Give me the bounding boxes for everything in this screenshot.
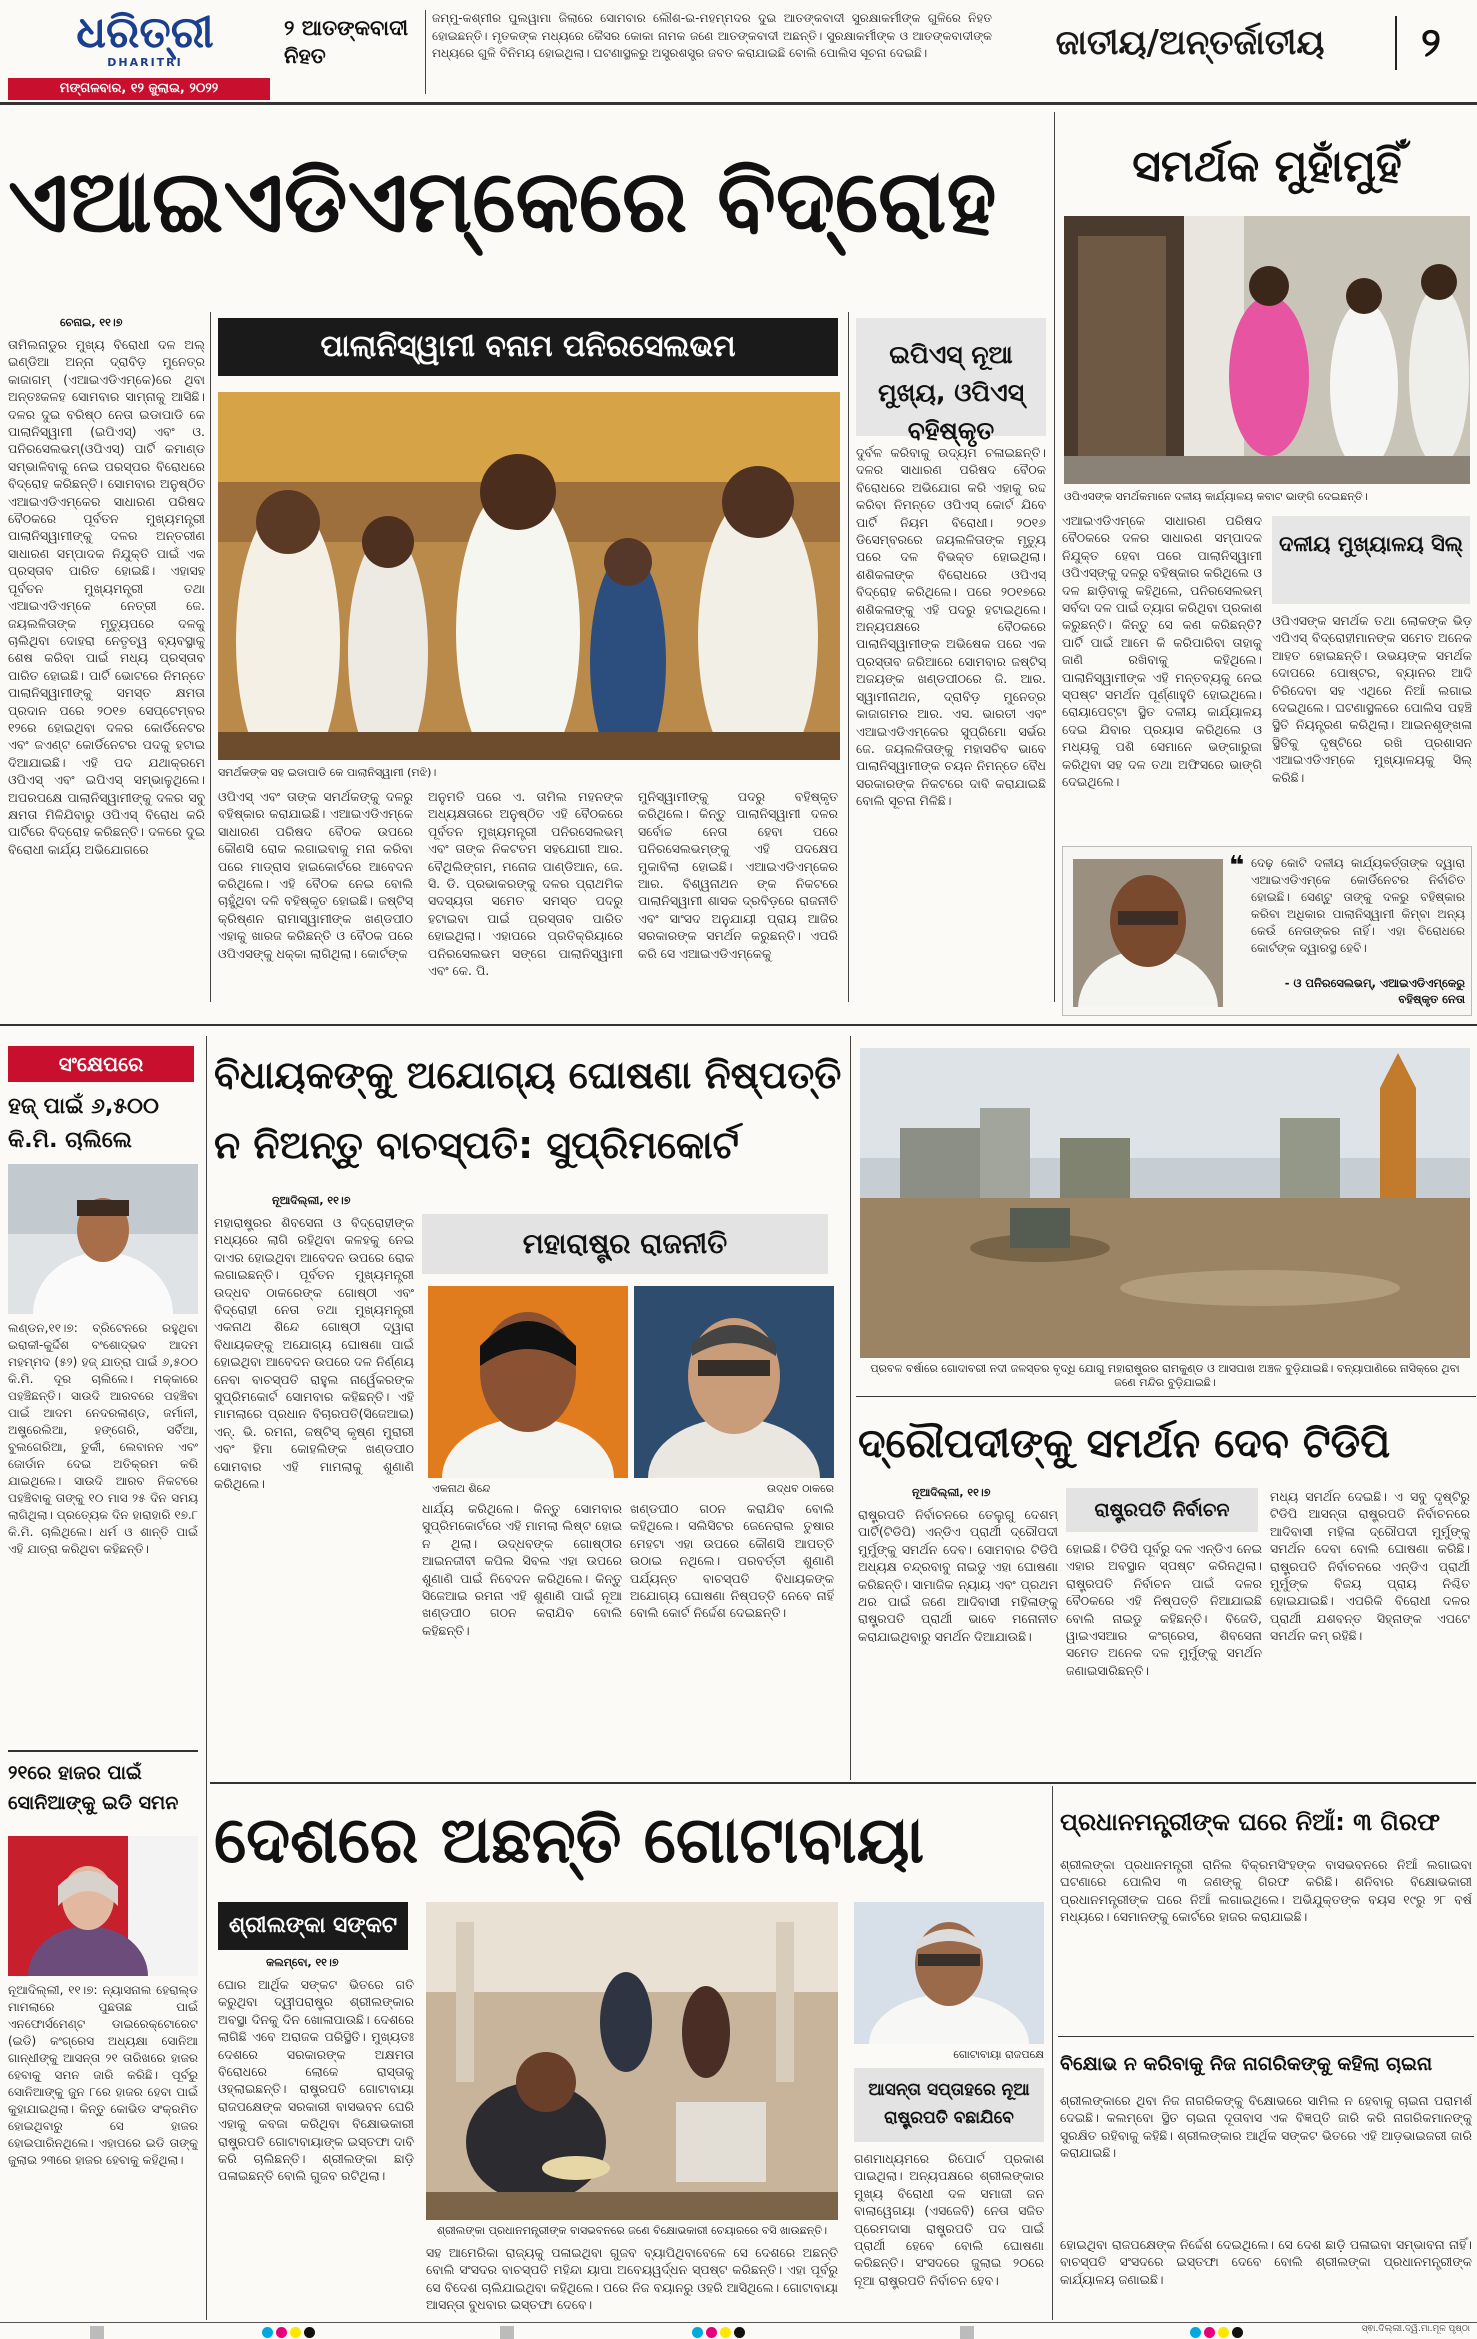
brief-item1-photo — [8, 1164, 198, 1314]
sc-headline-line2: ନ ନିଅନ୍ତୁ ବାଚସ୍ପତି: ସୁପ୍ରିମକୋର୍ଟ — [214, 1123, 739, 1167]
quote-text: ଦେଢ଼ କୋଟି ଦଳୀୟ କାର୍ଯ୍ୟକର୍ତ୍ତାଙ୍କ ଦ୍ୱାରା ଏଆଇଏଡିଏମ୍‌କେ କୋର୍ଡିନେଟର ନିର୍ବାଚିତ ହୋଇଛି। ସେଣ୍ଟୁ ତାଙ୍କୁ ଦଳରୁ ବହିଷ୍କାର କରିବା ଅଧିକାର ପାଲାନିସ୍ୱାମୀ କିମ୍ବା ଅନ୍ୟ କେଉଁ ନେତାଙ୍କର ନାହିଁ। ଏହା ବିରୋଧରେ କୋର୍ଟଙ୍କ ଦ୍ୱାରସ୍ଥ ହେବି। — [1251, 856, 1465, 955]
brief-item1-title: ହଜ୍ ପାଇଁ ୬,୫୦୦ କି.ମି. ଚାଲିଲେ — [8, 1094, 159, 1153]
cmyk-dot-magenta-2 — [706, 2327, 717, 2338]
lead-divider-1 — [210, 312, 211, 1002]
sc-col1: ମହାରାଷ୍ଟ୍ରର ଶିବସେନା ଓ ବିଦ୍ରୋହୀଙ୍କ ମଧ୍ୟରେ ଲାଗି ରହିଥିବା କଳହକୁ ନେଇ ଦାଏର ହୋଇଥିବା ଆବେଦନ ଉପରେ ରୋକ ଲଗାଇଛନ୍ତି। ପୂର୍ବତନ ମୁଖ୍ୟମନ୍ତ୍ରୀ ଉଦ୍ଧବ ଠାକରେଙ୍କ ଗୋଷ୍ଠୀ ଏବଂ ବିଦ୍ରୋହୀ ନେତା ତଥା ମୁଖ୍ୟମନ୍ତ୍ରୀ ଏକନାଥ ଶିନ୍ଦେ ଗୋଷ୍ଠୀ ଦ୍ୱାରା ବିଧାୟକଙ୍କୁ ଅଯୋଗ୍ୟ ଘୋଷଣା ପାଇଁ ହୋଇଥିବା ଆବେଦନ ଉପରେ ଦଳ ନିର୍ଣ୍ଣୟ ନେବା ବାଚସ୍ପତି ରାହୁଲ ନାର୍ୱେକରଙ୍କ ସୁପ୍ରିମକୋର୍ଟ ସୋମବାର କହିଛନ୍ତି। ଏହି ମାମଲାରେ ପ୍ରଧାନ ବିଚାରପତି(ସିଜେଆଇ) ଏନ୍. ଭି. ରମନା, ଜଷ୍ଟିସ୍ କୃଷ୍ଣ ମୁରାରୀ ଏବଂ ହିମା କୋହଲିଙ୍କ ଖଣ୍ଡପୀଠ ସୋମବାର ଏହି ମାମଲାକୁ ଶୁଣାଣି କରିଥିଲେ। — [214, 1215, 414, 1492]
cmyk-dot-black-2 — [734, 2327, 745, 2338]
lead-col3: ଅନୁମତି ପରେ ଏ. ତାମିଲ ମହନଙ୍କ ଅଧ୍ୟକ୍ଷତାରେ ଅନୁଷ୍ଠିତ ଏହି ବୈଠକରେ ପୂର୍ବତନ ମୁଖ୍ୟମନ୍ତ୍ରୀ ପନିରସେଲଭମ୍ ଏବଂ ତାଙ୍କ ନିକଟତମ ସହଯୋଗୀ ଆର. ବୈଥିଲିଙ୍ଗମ, ମନୋଜ ପାଣ୍ଡିଆନ, ଜେ. ସି. ଡି. ପ୍ରଭାକରଙ୍କୁ ଦଳର ପ୍ରାଥମିକ ସଦସ୍ୟତା ସମେତ ସମସ୍ତ ପଦରୁ ହଟାଇବା ପାଇଁ ପ୍ରସ୍ତାବ ପାରିତ ହୋଇଥିଲା। ଏହାପରେ ପ୍ରତିକ୍ରିୟାରେ ପନିରସେଲଭମ ସଙ୍ଗେ ପାଲାନିସ୍ୱାମୀ ଏବଂ କେ. ପି. — [428, 789, 623, 979]
masthead — [0, 0, 1477, 100]
cmyk-dot-cyan-2 — [692, 2327, 703, 2338]
cmyk-dot-yellow-3 — [1218, 2327, 1229, 2338]
flood-photo — [860, 1048, 1470, 1358]
logo-text: ଧରିତ୍ରୀ — [76, 7, 214, 58]
lead-headline: ଏଆଇଏଡିଏମ୍‌କେରେ ବିଦ୍ରୋହ — [8, 152, 997, 252]
masthead-rule — [0, 102, 1477, 105]
registration-mark-2 — [500, 2326, 514, 2339]
draupadi-col3: ମଧ୍ୟ ସମର୍ଥନ ଦେଇଛି। ଏ ସବୁ ଦୃଷ୍ଟିରୁ ଟିଡିପି ଆସନ୍ତା ରାଷ୍ଟ୍ରପତି ନିର୍ବାଚନରେ ଆଦିବାସୀ ମହିଳା ଦ୍ରୌପଦୀ ମୁର୍ମୁଙ୍କୁ ସମର୍ଥନ ଦେବା ବୋଲି ଘୋଷଣା କରିଛି। ରାଷ୍ଟ୍ରପତି ନିର୍ବାଚନରେ ଏନ୍‌ଡିଏ ପ୍ରାର୍ଥୀ ମୁର୍ମୁଙ୍କ ବିଜୟ ପ୍ରାୟ ନିଶ୍ଚିତ ହୋଇଯାଇଛି। ଏପରିକି ବିରୋଧୀ ଦଳର ପ୍ରାର୍ଥୀ ଯଶବନ୍ତ ସିହ୍ନାଙ୍କ ଏପଟେ ସମର୍ଥନ କମ୍ ରହିଛି। — [1270, 1489, 1470, 1644]
lead-col1: ତାମିଲନାଡୁର ମୁଖ୍ୟ ବିରୋଧୀ ଦଳ ଅଲ୍ ଇଣ୍ଡିଆ ଅନ୍ନା ଦ୍ରାବିଡ଼ ମୁନେତ୍ର କାଜାଗମ୍ (ଏଆଇଏଡିଏମ୍‌କେ)ରେ ଥିବା ଅନ୍ତଃକଳହ ସୋମବାର ସାମ୍ନାକୁ ଆସିଛି। ଦଳର ଦୁଇ ବରିଷ୍ଠ ନେତା ଇଡାପାଡି କେ ପାଲାନିସ୍ୱାମୀ (ଇପିଏସ୍) ଏବଂ ଓ. ପନିରସେଲଭମ୍(ଓପିଏସ୍) ପାର୍ଟି କମାଣ୍ଡ ସମ୍ଭାଳିବାକୁ ନେଇ ପରସ୍ପର ବିରୋଧରେ ବିଦ୍ରୋହ କରିଛନ୍ତି। ସୋମବାର ଅନୁଷ୍ଠିତ ଏଆଇଏଡିଏମ୍‌କେର ସାଧାରଣ ପରିଷଦ ବୈଠକରେ ପୂର୍ବତନ ମୁଖ୍ୟମନ୍ତ୍ରୀ ପାଲାନିସ୍ୱାମୀଙ୍କୁ ଦଳର ଅନ୍ତରୀଣ ସାଧାରଣ ସମ୍ପାଦକ ନିଯୁକ୍ତି ପାଇଁ ଏକ ପ୍ରସ୍ତାବ ପାରିତ ହୋଇଛି। ଏହାସହ ପୂର୍ବତନ ମୁଖ୍ୟମନ୍ତ୍ରୀ ତଥା ଏଆଇଏଡିଏମ୍‌କେ ନେତ୍ରୀ ଜେ. ଜୟଲଳିତାଙ୍କ ମୃତ୍ୟୁପରେ ଦଳକୁ ଚାଲିଥିବା ଦୋହରା ନେତୃତ୍ୱ ବ୍ୟବସ୍ଥାକୁ ଶେଷ କରିବା ପାଇଁ ମଧ୍ୟ ପ୍ରସ୍ତାବ ପାରିତ ହୋଇଛି। ପାର୍ଟି ଭୋଟରେ ନିମନ୍ତେ ପାଲାନିସ୍ୱାମୀଙ୍କୁ ସମସ୍ତ କ୍ଷମତା ପ୍ରଦାନ ପରେ ୨୦୧୭ ସେପ୍ଟେମ୍ବର ୧୨ରେ ହୋଇଥିବା ଦଳର କୋର୍ଡିନେଟର ଏବଂ ଜଏଣ୍ଟ କୋର୍ଡିନେଟର ପଦକୁ ହଟାଇ ଦିଆଯାଇଛି। ଏହି ପଦ ଯଥାକ୍ରମେ ଓପିଏସ୍ ଏବଂ ଇପିଏସ୍ ସମ୍ଭାଳୁଥିଲେ। ଅପରପକ୍ଷେ ପାଲାନିସ୍ୱାମୀଙ୍କୁ ଦଳର ସବୁ କ୍ଷମତା ମିଳିଯିବାରୁ ଓପିଏସ୍ ବିରୋଧ କରି ପାର୍ଟିରେ ବିଦ୍ରୋହ କରିଛନ୍ତି। ଦଳରେ ଦୁଇ ବିରୋଧୀ କାର୍ଯ୍ୟ ଅଭିଯୋଗରେ — [8, 337, 205, 857]
srilanka-portrait-caption: ଗୋଟାବାୟା ରାଜପକ୍ଷେ — [953, 2048, 1044, 2061]
registration-mark-3 — [960, 2326, 974, 2339]
srilanka-col2: ସହ ଆମେରିକା ରାଜ୍ୟକୁ ପଳାଇଥିବା ଗୁଜବ ବ୍ୟାପିଥିବାବେଳେ ସେ ଦେଶରେ ଅଛନ୍ତି ବୋଲି ସଂସଦର ବାଚସ୍ପତି ମହିନ୍ଦା ୟାପା ଅବେୟୱର୍ଦ୍ଧନ ସ୍ପଷ୍ଟ କରିଛନ୍ତି। ଏହା ପୂର୍ବରୁ ସେ ବିଦେଶ ଚାଲିଯାଇଥିବା କହିଥିଲେ। ପରେ ନିଜ ବୟାନରୁ ଓହରି ଆସିଥିଲେ। ଗୋଟାବାୟା ଆସନ୍ତା ବୁଧବାର ଇସ୍ତଫା ଦେବେ। — [426, 2245, 838, 2313]
srilanka-kicker: ଶ୍ରୀଲଙ୍କା ସଙ୍କଟ — [218, 1902, 408, 1950]
lead-dateline: ଚେନାଇ, ୧୧।୭ — [60, 316, 123, 329]
srilanka-photo — [426, 1902, 838, 2220]
cmyk-dot-cyan-3 — [1190, 2327, 1201, 2338]
lead-kicker: ପାଲାନିସ୍ୱାମୀ ବନାମ ପନିରସେଲଭମ — [218, 318, 838, 376]
draupadi-dateline: ନୂଆଦିଲ୍ଲୀ, ୧୧।୭ — [912, 1486, 991, 1499]
lead-photo — [218, 392, 840, 760]
side-photo — [1064, 216, 1470, 484]
cmyk-dot-magenta — [276, 2327, 287, 2338]
brief-item2-photo — [8, 1836, 198, 1976]
lead-photo-caption: ସମର୍ଥକଙ୍କ ସହ ଇଡାପାଡି କେ ପାଲାନିସ୍ୱାମୀ (ମଝି)। — [218, 766, 437, 779]
brief-label: ସଂକ୍ଷେପରେ — [8, 1046, 194, 1082]
cmyk-dot-cyan — [262, 2327, 273, 2338]
sc-kicker: ମହାରାଷ୍ଟ୍ର ରାଜନୀତି — [422, 1214, 828, 1274]
draupadi-col2: ହୋଇଛି। ଟିଡିପି ପୂର୍ବରୁ ଦଳ ଏନ୍‌ଡିଏ ନେଇ ଏହାର ଅବସ୍ଥାନ ସ୍ପଷ୍ଟ କରିନଥିଲା। ରାଷ୍ଟ୍ରପତି ନିର୍ବାଚନ ପାଇଁ ଦଳର ବୈଠକରେ ଏହି ନିଷ୍ପତ୍ତି ନିଆଯାଇଛି ବୋଲି ନାଇଡୁ କହିଛନ୍ତି। ବିଜେଡି, ୱାଇଏସଆର କଂଗ୍ରେସ, ଶିବସେନା ସମେତ ଅନେକ ଦଳ ମୁର୍ମୁଙ୍କୁ ସମର୍ଥନ ଜଣାଇସାରିଛନ୍ତି। — [1066, 1541, 1262, 1678]
draupadi-kicker: ରାଷ୍ଟ୍ରପତି ନିର୍ବାଚନ — [1066, 1488, 1258, 1532]
srilanka-photo-caption: ଶ୍ରୀଲଙ୍କା ପ୍ରଧାନମନ୍ତ୍ରୀଙ୍କ ବାସଭବନରେ ଜଣେ ବିକ୍ଷୋଭକାରୀ ଚେୟାରରେ ବସି ଖାଉଛନ୍ତି। — [436, 2224, 828, 2237]
srilanka-vrule — [1052, 1786, 1053, 2320]
sc-vrule — [850, 1036, 851, 1780]
flood-rule — [856, 1396, 1476, 1397]
ticker-text: ଜମ୍ମୁ-କଶ୍ମୀର ପୁଲୱାମା ଜିଲାରେ ସୋମବାର ଲୌଶ-ଇ-ମହମ୍ମଦର ଦୁଇ ଆତଙ୍କବାଦୀ ସୁରକ୍ଷାକର୍ମୀଙ୍କ ଗୁଳିରେ ନିହତ ହୋଇଛନ୍ତି। ମୃତକଙ୍କ ମଧ୍ୟରେ କୈସର କୋକା ନାମକ ଜଣେ ଆତଙ୍କବାଦୀ ଅଛନ୍ତି। ସୁରକ୍ଷାକର୍ମୀଙ୍କ ଓ ଆତଙ୍କବାଦୀଙ୍କ ମଧ୍ୟରେ ଗୁଳି ବିନିମୟ ହୋଇଥିଲା। ଘଟଣାସ୍ଥଳରୁ ଅସ୍ତ୍ରଶସ୍ତ୍ର ଜବତ କରାଯାଇଛି ବୋଲି ପୋଲିସ ସୂଚନା ଦେଇଛି। — [432, 11, 992, 60]
srilanka-col3: ଗଣମାଧ୍ୟମରେ ରିପୋର୍ଟ ପ୍ରକାଶ ପାଇଥିଲା। ଅନ୍ୟପକ୍ଷରେ ଶ୍ରୀଲଙ୍କାର ମୁଖ୍ୟ ବିରୋଧୀ ଦଳ ସମାଜୀ ଜନ ବାଲାୱେଗୟା (ଏସଜେବି) ନେତା ସଜିତ ପ୍ରେମଦାସା ରାଷ୍ଟ୍ରପତି ପଦ ପାଇଁ ପ୍ରାର୍ଥୀ ହେବେ ବୋଲି ଘୋଷଣା କରିଛନ୍ତି। ସଂସଦରେ ଜୁଲାଇ ୨୦ରେ ନୂଆ ରାଷ୍ଟ୍ରପତି ନିର୍ବାଚନ ହେବ। — [854, 2151, 1044, 2288]
china-text: ଶ୍ରୀଲଙ୍କାରେ ଥିବା ନିଜ ନାଗରିକଙ୍କୁ ବିକ୍ଷୋଭରେ ସାମିଲ ନ ହେବାକୁ ଚାଇନା ପରାମର୍ଶ ଦେଇଛି। କଲମ୍ବୋ ସ୍ଥିତ ଚାଇନା ଦୂତାବାସ ଏକ ବିଜ୍ଞପ୍ତି ଜାରି କରି ନାଗରିକମାନଙ୍କୁ ସୁରକ୍ଷିତ ରହିବାକୁ କହିଛି। ଶ୍ରୀଲଙ୍କାର ଆର୍ଥିକ ସଙ୍କଟ ଭିତରେ ଏହି ଆଡ଼ଭାଇଜରୀ ଜାରି କରାଯାଇଛି। — [1060, 2093, 1472, 2161]
section-rule-1 — [0, 1024, 1477, 1026]
srilanka-dateline: କଲମ୍ବୋ, ୧୧।୭ — [266, 1956, 339, 1969]
srilanka-subkicker: ଆସନ୍ତା ସପ୍ତାହରେ ନୂଆ ରାଷ୍ଟ୍ରପତି ବଛାଯିବେ — [854, 2068, 1044, 2142]
brief-vrule — [206, 1036, 207, 2320]
brief-item2-text: ନୂଆଦିଲ୍ଲୀ, ୧୧।୭: ନ୍ୟାସନାଲ ହେରାଲ୍ଡ ମାମଲାରେ ପୁଛତାଛ ପାଇଁ ଏନଫୋର୍ସମେଣ୍ଟ ଡାଇରେକ୍ଟୋରେଟ (ଇଡି) କଂଗ୍ରେସ ଅଧ୍ୟକ୍ଷା ସୋନିଆ ଗାନ୍ଧୀଙ୍କୁ ଆସନ୍ତା ୨୧ ତାରିଖରେ ହାଜର ହେବାକୁ ସମନ ଜାରି କରିଛି। ପୂର୍ବରୁ ସୋନିଆଙ୍କୁ ଜୁନ ୮ରେ ହାଜର ହେବା ପାଇଁ କୁହାଯାଇଥିଲା। କିନ୍ତୁ କୋଭିଡ ସଂକ୍ରମିତ ହୋଇଥିବାରୁ ସେ ହାଜର ହୋଇପାରିନଥିଲେ। ଏହାପରେ ଇଡି ତାଙ୍କୁ ଜୁଲାଇ ୨୩ରେ ହାଜର ହେବାକୁ କହିଥିଲା। — [8, 1983, 198, 2167]
page-number: ୨ — [1395, 16, 1465, 70]
lead-col4: ମୁନିସ୍ୱାମୀଙ୍କୁ ପଦରୁ ବହିଷ୍କୃତ କରିଥିଲେ। କିନ୍ତୁ ପାଲାନିସ୍ୱାମୀ ଦଳର ସର୍ବୋଚ୍ଚ ନେତା ହେବା ପରେ ପନିରସେଲଭମ୍‌ଙ୍କୁ ଏହି ପଦକ୍ଷେପ ମୁକାବିଲା ହୋଇଛି। ଏଆଇଏଡିଏମ୍‌କେର ଆର. ବିଶ୍ୱନାଥନ ଙ୍କ ନିକଟରେ ପାଲାନିସ୍ୱାମୀ ଶାସକ ଦ୍ରବିଡ଼ରେ ରାଜନୀତି ଏବଂ ସାଂସଦ ଅନୁଯାୟୀ ପ୍ରାୟ ଆଜିର ସରକାରଙ୍କ ସମର୍ଥନ କରୁଛନ୍ତି। ଏପରି କରି ସେ ଏଆଇଏଡିଏମ୍‌କେକୁ — [638, 789, 838, 961]
cmyk-dot-black-3 — [1232, 2327, 1243, 2338]
sc-col3: ଖଣ୍ଡପୀଠ ଗଠନ କରାଯିବ ବୋଲି କହିଥିଲେ। ସଲିସିଟର ଜେନେରାଲ ତୁଷାର ମେହଟା ଏହା ଉପରେ କୌଣସି ଆପତ୍ତି ଉଠାଇ ନଥିଲେ। ପରବର୍ତ୍ତୀ ଶୁଣାଣି ପର୍ଯ୍ୟନ୍ତ ବାଚସ୍ପତି ବିଧାୟକଙ୍କ ଅଯୋଗ୍ୟ ଘୋଷଣା ନିଷ୍ପତ୍ତି ନେବେ ନାହିଁ ବୋଲି କୋର୍ଟ ନିର୍ଦ୍ଦେଶ ଦେଇଛନ୍ତି। — [630, 1501, 834, 1621]
pm-house-text: ଶ୍ରୀଲଙ୍କା ପ୍ରଧାନମନ୍ତ୍ରୀ ରାନିଲ ବିକ୍ରମସିଂହଙ୍କ ବାସଭବନରେ ନିଆଁ ଲଗାଇବା ଘଟଣାରେ ପୋଲିସ ୩ ଜଣଙ୍କୁ ଗିରଫ କରିଛି। ଶନିବାର ବିକ୍ଷୋଭକାରୀ ପ୍ରଧାନମନ୍ତ୍ରୀଙ୍କ ଘରେ ନିଆଁ ଲଗାଇଥିଲେ। ଅଭିଯୁକ୍ତଙ୍କ ବୟସ ୧୯ରୁ ୨୮ ବର୍ଷ ମଧ୍ୟରେ। ସେମାନଙ୍କୁ କୋର୍ଟରେ ହାଜର କରାଯାଇଛି। — [1060, 1857, 1472, 1925]
footer-rule — [0, 2322, 1477, 2323]
quote-box — [1062, 846, 1472, 1016]
side-photo-caption: ଓପିଏସଙ୍କ ସମର୍ଥକମାନେ ଦଳୀୟ କାର୍ଯ୍ୟାଳୟ କବାଟ ଭାଙ୍ଗି ଦେଇଛନ୍ତି। — [1064, 490, 1368, 503]
masthead-date: ମଙ୍ଗଳବାର, ୧୨ ଜୁଲାଇ, ୨୦୨୨ — [8, 78, 270, 100]
sc-photo-left — [428, 1286, 628, 1478]
brief-item2-title: ୨୧ରେ ହାଜର ପାଇଁ ସୋନିଆଙ୍କୁ ଇଡି ସମନ — [8, 1762, 179, 1814]
sc-col2: ଧାର୍ଯ୍ୟ କରିଥିଲେ। କିନ୍ତୁ ସୋମବାର ସୁପ୍ରିମକୋର୍ଟରେ ଏହି ମାମଲା ଲିଷ୍ଟ ହୋଇ ନ ଥିଲା। ଉଦ୍ଧବଙ୍କ ଗୋଷ୍ଠୀର ଆଇନଜୀବୀ କପିଲ ସିବଲ ଏହା ଉପରେ ଶୁଣାଣି ପାଇଁ ନିବେଦନ କରିଥିଲେ। କିନ୍ତୁ ସିଜେଆଇ ରମନା ଏହି ଶୁଣାଣି ପାଇଁ ନୂଆ ଖଣ୍ଡପୀଠ ଗଠନ କରାଯିବ ବୋଲି କହିଛନ୍ତି। — [422, 1501, 622, 1638]
section-rule-2 — [210, 1782, 1476, 1784]
side-col1: ଏଆଇଏଡିଏମ୍‌କେ ସାଧାରଣ ପରିଷଦ ବୈଠକରେ ଦଳର ସାଧାରଣ ସମ୍ପାଦକ ନିଯୁକ୍ତ ହେବା ପରେ ପାଲାନିସ୍ୱାମୀ ଓପିଏସ୍‌ଙ୍କୁ ଦଳରୁ ବହିଷ୍କାର କରିଥିଲେ ଓ ଦଳ ଛାଡ଼ିବାକୁ କହିଥିଲେ, ପନିରସେଲଭମ୍ ସର୍ବଦା ଦଳ ପାଇଁ ତ୍ୟାଗ କରିଥିବା ପ୍ରକାଶ କରୁଛନ୍ତି। କିନ୍ତୁ ସେ କଣ କରିଛନ୍ତି? ପାର୍ଟି ପାଇଁ ଆମେ କି କରିପାରିବା ତାହାକୁ ଜାଣି ରଖିବାକୁ କହିଥିଲେ। ପାଲାନିସ୍ୱାମୀଙ୍କ ଏହି ମନ୍ତବ୍ୟକୁ ନେଇ ସ୍ପଷ୍ଟ ସମର୍ଥନ ପୂର୍ଣ୍ଣାହୁତି ହୋଇଥିଲେ। ରୋୟାପେଟ୍ଟା ସ୍ଥିତ ଦଳୀୟ କାର୍ଯ୍ୟାଳୟ ଦେଇ ଯିବାର ପ୍ରୟାସ କରିଥିଲେ ଓ ମଧ୍ୟକୁ ପଶି ସେମାନେ ଭଙ୍ଗାରୁଜା କରିଥିବା ସହ ଦଳ ତଥା ଅଫିସରେ ଭାଙ୍ଗି ଦେଇଥିଲେ। — [1062, 513, 1262, 790]
logo — [60, 6, 230, 72]
sc-photo-right-caption: ଉଦ୍ଧବ ଠାକରେ — [767, 1482, 834, 1495]
sc-dateline: ନୂଆଦିଲ୍ଲୀ, ୧୧।୭ — [272, 1194, 351, 1207]
quote-mark-icon: ❝ — [1229, 851, 1245, 881]
srilanka-col1: ଘୋର ଆର୍ଥିକ ସଙ୍କଟ ଭିତରେ ଗତି କରୁଥିବା ଦ୍ୱୀପରାଷ୍ଟ୍ର ଶ୍ରୀଲଙ୍କାର ଅବସ୍ଥା ଦିନକୁ ଦିନ ଖୋଳାପାଉଛି। ଦେଶରେ ଲାଗିଛି ଏବେ ଅରାଜକ ପରିସ୍ଥିତି। ମୁଖ୍ୟତଃ ଦେଶରେ ସରକାରଙ୍କ ଅକ୍ଷମତା ବିରୋଧରେ ଲୋକେ ରାସ୍ତାକୁ ଓହ୍ଲାଇଛନ୍ତି। ରାଷ୍ଟ୍ରପତି ଗୋଟାବାୟା ରାଜପକ୍ଷେଙ୍କ ସରକାରୀ ବାସଭବନ ଘେରି ଏହାକୁ କବଜା କରିଥିବା ବିକ୍ଷୋଭକାରୀ ରାଷ୍ଟ୍ରପତି ଗୋଟାବାୟାଙ୍କ ଇସ୍ତଫା ଦାବି କରି ଚାଲିଛନ୍ତି। ଶ୍ରୀଲଙ୍କା ଛାଡ଼ି ପଳାଇଛନ୍ତି ବୋଲି ଗୁଜବ ରଟିଥିଲା। — [218, 1977, 414, 2184]
draupadi-col1: ରାଷ୍ଟ୍ରପତି ନିର୍ବାଚନରେ ତେଲୁଗୁ ଦେଶମ୍ ପାର୍ଟି(ଟିଡିପି) ଏନ୍‌ଡିଏ ପ୍ରାର୍ଥୀ ଦ୍ରୌପଦୀ ମୁର୍ମୁଙ୍କୁ ସମର୍ଥନ ଦେବ। ସୋମବାର ଟିଡିପି ଅଧ୍ୟକ୍ଷ ଚନ୍ଦ୍ରବାବୁ ନାଇଡୁ ଏହା ଘୋଷଣା କରିଛନ୍ତି। ସାମାଜିକ ନ୍ୟାୟ ଏବଂ ପ୍ରଥମ ଥର ପାଇଁ ଜଣେ ଆଦିବାସୀ ମହିଳାଙ୍କୁ ରାଷ୍ଟ୍ରପତି ପ୍ରାର୍ଥୀ ଭାବେ ମନୋନୀତ କରାଯାଇଥିବାରୁ ସମର୍ଥନ ଦିଆଯାଉଛି। — [858, 1507, 1058, 1644]
ticker-divider — [425, 10, 426, 94]
lead-col2: ଓପିଏସ୍ ଏବଂ ତାଙ୍କ ସମର୍ଥକଙ୍କୁ ଦଳରୁ ବହିଷ୍କାର କରାଯାଇଛି। ଏଆଇଏଡିଏମ୍‌କେ ସାଧାରଣ ପରିଷଦ ବୈଠକ ଉପରେ କୌଣସି ରୋକ ଲଗାଇବାକୁ ମନା କରିବା ପରେ ମାଡ୍ରାସ ହାଇକୋର୍ଟରେ ଆବେଦନ କରିଥିଲେ। ଏହି ବୈଠକ ନେଇ ବୋଲି ଚାହୁଁଥିବା ଦଳି ବହିଷ୍କୃତ ହୋଇଛି। ଜଷ୍ଟିସ୍ କ୍ରିଷ୍ଣନ ରାମାସ୍ୱାମୀଙ୍କ ଖଣ୍ଡପୀଠ ଏହାକୁ ଖାରଜ କରିଛନ୍ତି ଓ ବୈଠକ ପରେ ଓପିଏସଙ୍କୁ ଧକ୍କା ଲାଗିଥିଲା। କୋର୍ଟଙ୍କ — [218, 789, 413, 961]
lead-subheadline: ଇପିଏସ୍ ନୂଆ ମୁଖ୍ୟ, ଓପିଏସ୍ ବହିଷ୍କୃତ — [856, 318, 1046, 436]
sc-headline-line1: ବିଧାୟକଙ୍କୁ ଅଯୋଗ୍ୟ ଘୋଷଣା ନିଷ୍ପତ୍ତି — [214, 1053, 842, 1097]
lead-col5: ଦୁର୍ବଳ କରିବାକୁ ଉଦ୍ୟମ ଚଳାଇଛନ୍ତି। ଦଳର ସାଧାରଣ ପରିଷଦ ବୈଠକ ବିରୋଧରେ ଅଭିଯୋଗ କରି ଏହାକୁ ରଦ୍ଦ କରିବା ନିମନ୍ତେ ଓପିଏସ୍ କୋର୍ଟ ଯିବେ ପାର୍ଟି ନିୟମ ବିରୋଧୀ। ୨୦୧୬ ଡିସେମ୍ବରରେ ଜୟଲଳିତାଙ୍କ ମୃତ୍ୟୁ ପରେ ଦଳ ବିଭକ୍ତ ହୋଇଥିଲା। ଶଶିକଳାଙ୍କ ବିରୋଧରେ ଓପିଏସ୍ ବିଦ୍ରୋହ କରିଥିଲେ। ପରେ ୨୦୧୭ରେ ଶଶିକଳାଙ୍କୁ ଏହି ପଦରୁ ହଟାଇଥିଲେ। ଅନ୍ୟପକ୍ଷରେ ବୈଠକରେ ପାଲାନିସ୍ୱାମୀଙ୍କ ଅଭିଷେକ ପରେ ଏକ ପ୍ରସ୍ତାବ ଜରିଆରେ ସୋମବାର ଜଷ୍ଟିସ୍ ଅଜୟଙ୍କ ଖଣ୍ଡପୀଠରେ ଜି. ଆର. ସ୍ୱାମୀନାଥନ, ଦ୍ରାବିଡ଼ ମୁନେତ୍ର କାଜାଗମର ଆର. ଏସ. ଭାରତୀ ଏବଂ ଏଆଇଏଡିଏମ୍‌କେର ସୁପ୍ରିମୋ ସର୍ଭର ଜେ. ଜୟଲଳିତାଙ୍କୁ ମହାସଚିବ ଭାବେ ପାଲାନିସ୍ୱାମୀଙ୍କ ଚୟନ ନିମନ୍ତେ ବୈଧ ସରକାରଙ୍କ ନିକଟରେ ଦାବି କରାଯାଇଛି ବୋଲି ସୂଚନା ମିଳିଛି। — [856, 445, 1046, 809]
ticker-title: ୨ ଆତଙ୍କବାଦୀ ନିହତ — [284, 16, 409, 68]
cmyk-dot-magenta-3 — [1204, 2327, 1215, 2338]
side-col2: ଓପିଏସଙ୍କ ସମର୍ଥକ ତଥା ଲୋକଙ୍କ ଭିଡ଼ ଏପିଏସ୍ ବିଦ୍ରୋହୀମାନଙ୍କ ସମେତ ଅନେକ ଆହତ ହୋଇଛନ୍ତି। ଉଭୟଙ୍କ ସମର୍ଥକ ଦୋପରେ ପୋଷ୍ଟର, ବ୍ୟାନର ଆଦି ଚିରିଦେବା ସହ ଏଥିରେ ନିଆଁ ଲଗାଇ ଦେଇଥିଲେ। ଘଟଣାସ୍ଥଳରେ ପୋଲିସ ପହଞ୍ଚି ସ୍ଥିତି ନିୟନ୍ତ୍ରଣ କରିଥିଲା। ଆଇନଶୃଙ୍ଖଳା ସ୍ଥିତିକୁ ଦୃଷ୍ଟିରେ ରଖି ପ୍ରଶାସନ ଏଆଇଏଡିଏମ୍‌କେ ମୁଖ୍ୟାଳୟକୁ ସିଲ୍ କରିଛି। — [1272, 613, 1472, 785]
registration-mark — [90, 2326, 104, 2339]
section-title: ଜାତୀୟ/ଅନ୍ତର୍ଜାତୀୟ — [1055, 23, 1325, 63]
srilanka-headline: ଦେଶରେ ଅଛନ୍ତି ଗୋଟାବାୟା — [214, 1804, 925, 1878]
flood-caption: ପ୍ରବଳ ବର୍ଷାରେ ଗୋଦାବରୀ ନଦୀ ଜଳସ୍ତର ବୃଦ୍ଧି ଯୋଗୁ ମହାରାଷ୍ଟ୍ରର ରାମକୁଣ୍ଡ ଓ ଆସପାଖ ଅଞ୍ଚଳ ବୁଡ଼ିଯାଇଛି। ବନ୍ୟାପାଣିରେ ନାସିକ୍‌ରେ ଥିବା ଜଣେ ମନ୍ଦିର ବୁଡ଼ିଯାଇଛି। — [870, 1362, 1460, 1389]
cmyk-dot-yellow-2 — [720, 2327, 731, 2338]
footer-page-code: ସ୍ଵା.ଦିଲ୍ଲୀ.ଦ୍ୱି.ମା.ମୂଳ ପୃଷ୍ଠା — [1361, 2324, 1470, 2334]
quote-author: - ଓ ପନିରସେଲଭମ୍, ଏଆଇଏଡିଏମ୍‌କେରୁ ବହିଷ୍କୃତ ନେତା — [1284, 976, 1465, 1006]
quote-portrait — [1073, 859, 1223, 1007]
srilanka-col4: ହୋଇଥିବା ରାଜପକ୍ଷେଙ୍କ ନିର୍ଦ୍ଦେଶ ଦେଇଥିଲେ। ସେ ଦେଶ ଛାଡ଼ି ପଳାଇବା ସମ୍ଭାବନା ନାହିଁ। ବାଚସ୍ପତି ସଂସଦରେ ଇସ୍ତଫା ଦେବେ ବୋଲି ଶ୍ରୀଲଙ୍କା ପ୍ରଧାନମନ୍ତ୍ରୀଙ୍କ କାର୍ଯ୍ୟାଳୟ ଜଣାଇଛି। — [1060, 2237, 1472, 2287]
sc-photo-right — [634, 1286, 834, 1478]
draupadi-headline: ଦ୍ରୌପଦୀଙ୍କୁ ସମର୍ଥନ ଦେବ ଟିଡିପି — [858, 1421, 1391, 1467]
china-headline: ବିକ୍ଷୋଭ ନ କରିବାକୁ ନିଜ ନାଗରିକଙ୍କୁ କହିଲା ଚାଇନା — [1060, 2053, 1433, 2075]
side-headline: ସମର୍ଥକ ମୁହାଁମୁହିଁ — [1132, 141, 1402, 192]
lead-divider-2 — [848, 312, 849, 1002]
brief-item1-text: ଲଣ୍ଡନ,୧୧।୭: ବ୍ରିଟେନରେ ରହୁଥିବା ଇରାକୀ-କୁର୍ଦ୍ଦିଶ ବଂଶୋଦ୍ଭବ ଆଦମ ମହମ୍ମଦ (୫୨) ହଜ୍ ଯାତ୍ରା ପାଇଁ ୬,୫୦୦ କି.ମି. ଦୂର ଚାଲିଲେ। ମକ୍କାରେ ପହଞ୍ଚିଛନ୍ତି। ସାଉଦି ଆରବରେ ପହଞ୍ଚିବା ପାଇଁ ଆଦମ ନେଦରଲାଣ୍ଡ, ଜର୍ମାନୀ, ଅଷ୍ଟ୍ରେଲିଆ, ହଙ୍ଗେରି, ସର୍ବିଆ, ବୁଲଗେରିଆ, ତୁର୍କୀ, ଲେବାନନ ଏବଂ ଜୋର୍ଡାନ ଦେଇ ଅତିକ୍ରମ କରି ଯାଇଥିଲେ। ସାଉଦି ଆରବ ନିକଟରେ ପହଞ୍ଚିବାକୁ ତାଙ୍କୁ ୧୦ ମାସ ୨୫ ଦିନ ସମୟ ଲାଗିଥିଲା। ପ୍ରତ୍ୟେକ ଦିନ ହାରାହାରି ୧୭.୮ କି.ମି. ଚାଲିଥିଲେ। ଧର୍ମ ଓ ଶାନ୍ତି ପାଇଁ ଏହି ଯାତ୍ରା କରିଥିବା କହିଛନ୍ତି। — [8, 1321, 198, 1556]
side-kicker: ଦଳୀୟ ମୁଖ୍ୟାଳୟ ସିଲ୍ — [1272, 516, 1470, 604]
sc-photo-left-caption: ଏକନାଥ ଶିନ୍ଦେ — [432, 1482, 491, 1495]
logo-subtext: DHARITRI — [107, 56, 183, 69]
footer-color-marks — [0, 2326, 1477, 2339]
lead-divider-3 — [1054, 112, 1055, 1002]
china-rule — [1058, 2036, 1474, 2037]
srilanka-portrait — [854, 1902, 1044, 2044]
cmyk-dot-yellow — [290, 2327, 301, 2338]
brief-divider — [8, 1750, 198, 1752]
cmyk-dot-black — [304, 2327, 315, 2338]
pm-house-headline: ପ୍ରଧାନମନ୍ତ୍ରୀଙ୍କ ଘରେ ନିଆଁ: ୩ ଗିରଫ — [1060, 1808, 1441, 1836]
